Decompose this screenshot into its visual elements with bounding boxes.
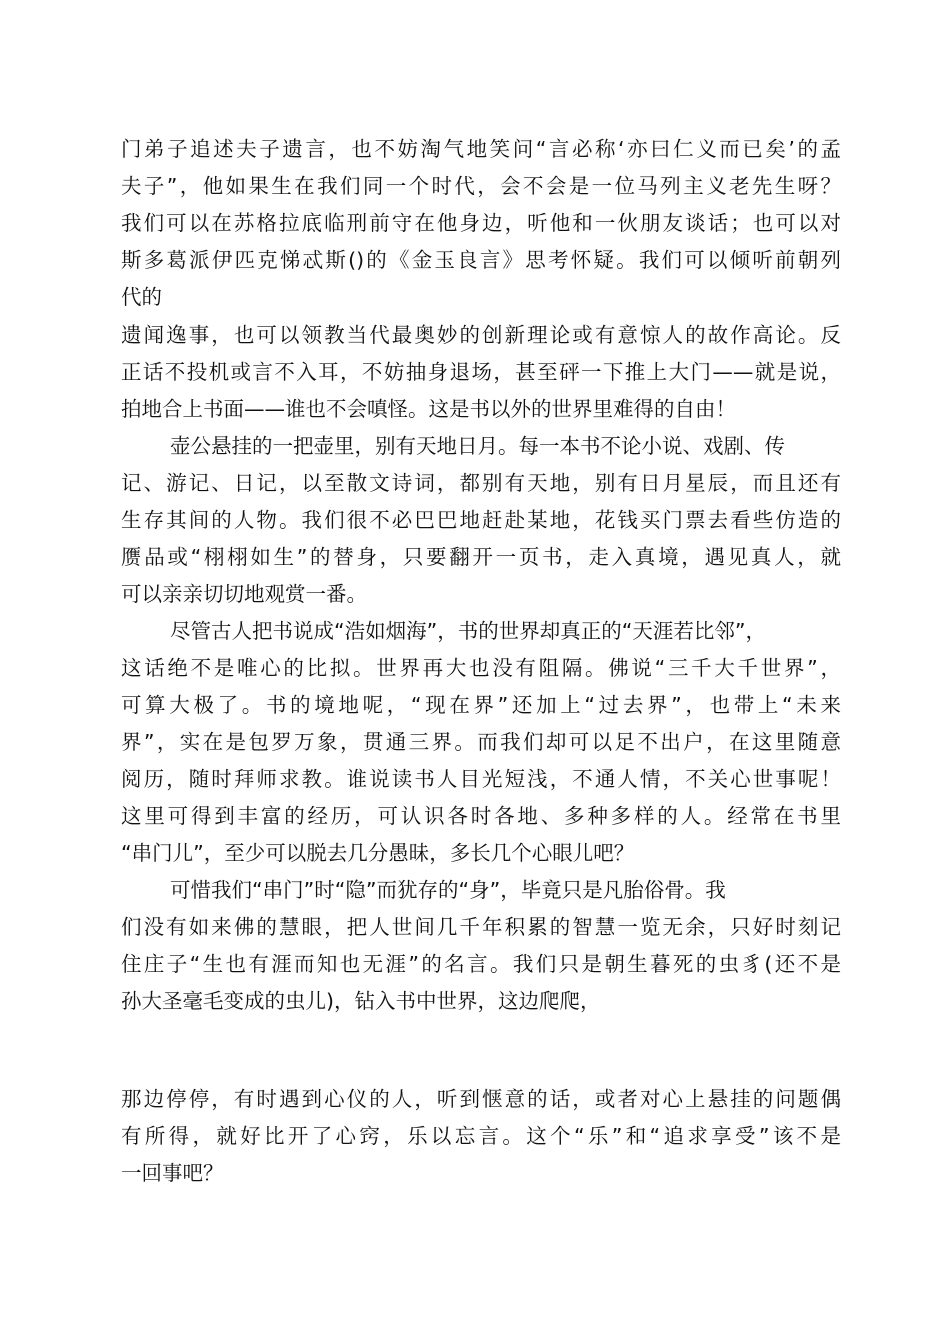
text-line: 阅历，随时拜师求教。谁说读书人目光短浅，不通人情，不关心世事呢！: [121, 767, 841, 791]
text-line: “串门儿”，至少可以脱去几分愚昧，多长几个心眼儿吧？: [121, 841, 635, 865]
text-line: 拍地合上书面——谁也不会嗔怪。这是书以外的世界里难得的自由！: [121, 397, 736, 421]
text-line: 这话绝不是唯心的比拟。世界再大也没有阻隔。佛说“三千大千世界”，: [121, 656, 841, 680]
text-line: 界”，实在是包罗万象，贯通三界。而我们却可以足不出户，在这里随意: [121, 730, 841, 754]
text-line: 有所得，就好比开了心窍，乐以忘言。这个“乐”和“追求享受”该不是: [121, 1124, 841, 1148]
text-line: 可以亲亲切切地观赏一番。: [121, 582, 367, 606]
text-line: 可算大极了。书的境地呢，“现在界”还加上“过去界”，也带上“未来: [121, 693, 841, 717]
text-line: 记、游记、日记，以至散文诗词，都别有天地，别有日月星辰，而且还有: [121, 471, 841, 495]
paragraph-first-line: 壶公悬挂的一把壶里，别有天地日月。每一本书不论小说、戏剧、传: [170, 434, 785, 458]
text-line: 们没有如来佛的慧眼，把人世间几千年积累的智慧一览无余，只好时刻记: [121, 915, 841, 939]
text-line: 遗闻逸事，也可以领教当代最奥妙的创新理论或有意惊人的故作高论。反: [121, 323, 841, 347]
text-line: 夫子”，他如果生在我们同一个时代，会不会是一位马列主义老先生呀？: [121, 174, 841, 198]
text-line: 我们可以在苏格拉底临刑前守在他身边，听他和一伙朋友谈话；也可以对: [121, 211, 841, 235]
text-line: 正话不投机或言不入耳，不妨抽身退场，甚至砰一下推上大门——就是说，: [121, 360, 841, 384]
paragraph-first-line: 可惜我们“串门”时“隐”而犹存的“身”，毕竟只是凡胎俗骨。我: [170, 878, 726, 902]
text-line: 赝品或“栩栩如生”的替身，只要翻开一页书，走入真境，遇见真人，就: [121, 545, 841, 569]
text-line: 住庄子“生也有涯而知也无涯”的名言。我们只是朝生暮死的虫豸(还不是: [121, 952, 841, 976]
text-line: 门弟子追述夫子遗言，也不妨淘气地笑问“言必称‘亦曰仁义而已矣’的孟: [121, 137, 841, 161]
text-line: 生存其间的人物。我们很不必巴巴地赶赴某地，花钱买门票去看些仿造的: [121, 508, 841, 532]
text-line: 斯多葛派伊匹克悌忒斯()的《金玉良言》思考怀疑。我们可以倾听前朝列: [121, 248, 841, 272]
text-line: 那边停停，有时遇到心仪的人，听到惬意的话，或者对心上悬挂的问题偶: [121, 1087, 841, 1111]
text-line: 代的: [121, 285, 162, 309]
text-line: 一回事吧？: [121, 1161, 224, 1185]
paragraph-first-line: 尽管古人把书说成“浩如烟海”，书的世界却真正的“天涯若比邻”，: [170, 619, 766, 643]
text-line: 这里可得到丰富的经历，可认识各时各地、多种多样的人。经常在书里: [121, 804, 841, 828]
text-line: 孙大圣毫毛变成的虫儿)，钻入书中世界，这边爬爬，: [121, 989, 601, 1013]
